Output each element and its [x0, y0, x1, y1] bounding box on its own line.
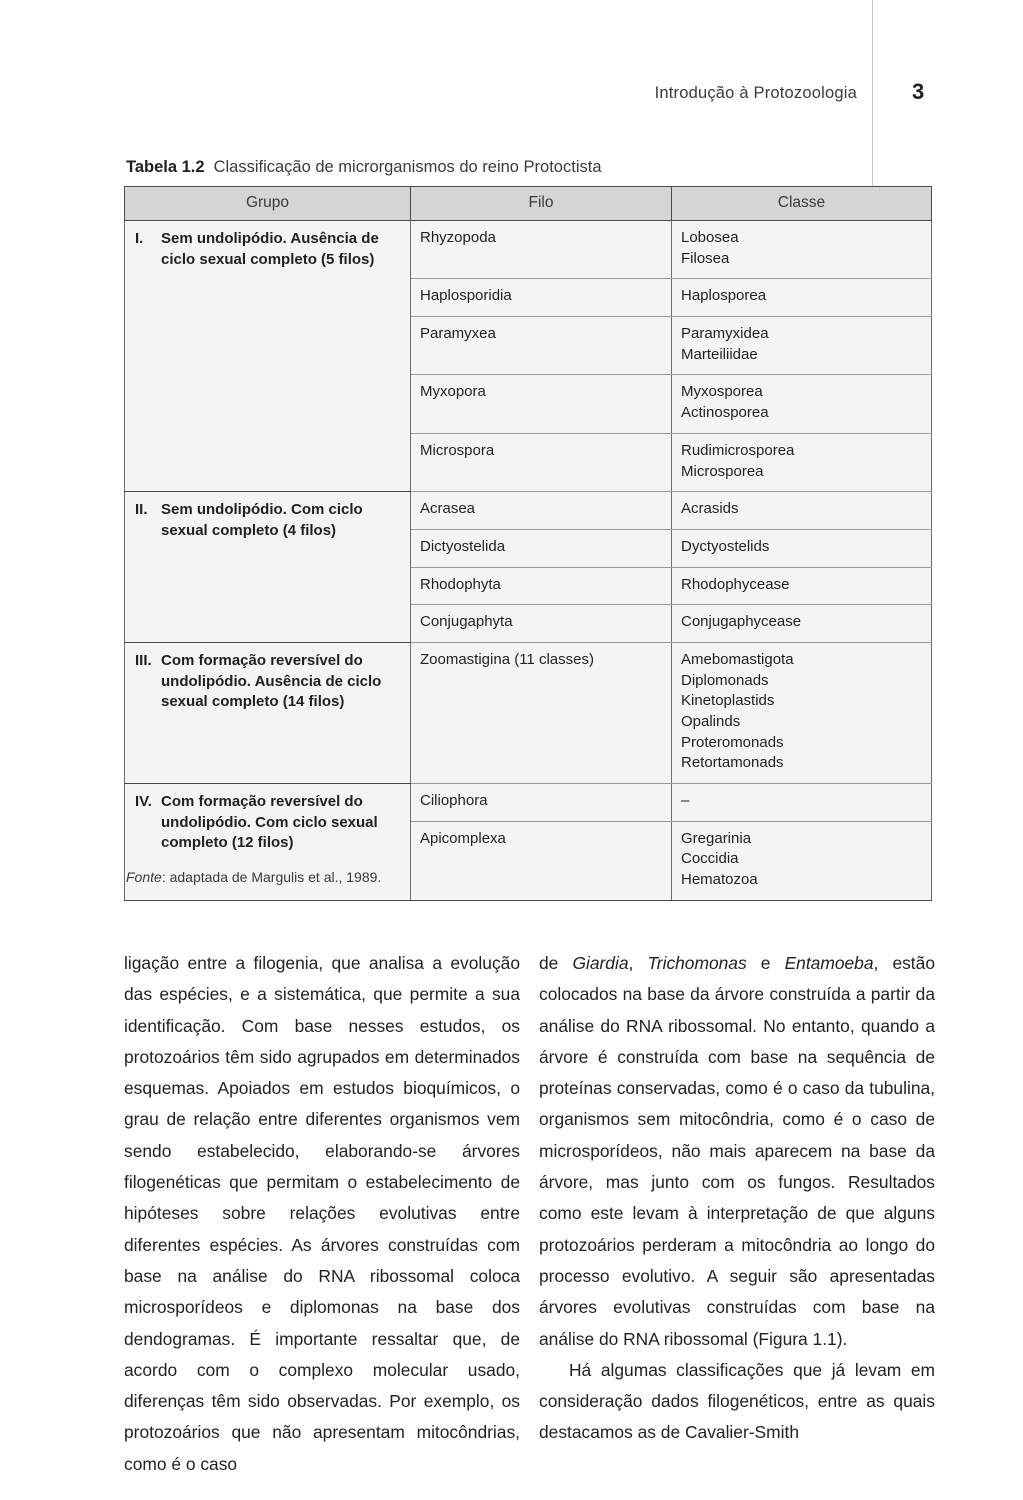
classe-item: Dyctyostelids — [681, 537, 770, 555]
genus-trichomonas: Trichomonas — [647, 953, 747, 973]
classe-item: – — [681, 792, 690, 810]
header-vertical-rule — [872, 0, 873, 199]
classe-item: Retortamonads — [681, 754, 784, 772]
body-column-left — [124, 948, 520, 1480]
classe-cell — [672, 317, 932, 375]
column-header-classe: Classe — [672, 187, 932, 221]
classe-item: Gregarinia — [681, 829, 752, 847]
classe-item: Paramyxidea — [681, 325, 769, 343]
filo-cell: Paramyxea — [411, 317, 672, 375]
filo-cell: Acrasea — [411, 492, 672, 530]
rp1-post: , estão colocados na base da árvore construída a partir da análise do RNA ribossomal. No entanto, quando a árvore é construída com base na sequência de proteínas conservadas, como é o caso da tubulina, organismos sem mitocôndria, como é o caso de microsporídeos, não mais aparecem na base da árvore, mas junto com os fungos. Resultados como este levam à interpretação de que alguns protozoários perderam a mitocôndria ao longo do processo evolutivo. A seguir são apresentadas árvores evolutivas construídas com base na análise do RNA ribossomal (Figura 1.1). — [539, 953, 935, 1349]
classe-item: Haplosporea — [681, 287, 767, 305]
body-text-area — [124, 948, 935, 1474]
group-cell — [125, 642, 411, 783]
classe-cell — [672, 605, 932, 643]
column-header-filo: Filo — [411, 187, 672, 221]
rp1-mid-2: e — [746, 953, 785, 973]
classe-cell — [672, 642, 932, 783]
group-cell — [125, 492, 411, 643]
classe-item: Proteromonads — [681, 733, 784, 751]
table-row — [125, 221, 932, 279]
table-row — [125, 492, 932, 530]
table-caption-label: Tabela 1.2 — [126, 158, 205, 176]
classe-item: Rhodophycease — [681, 575, 790, 593]
classe-item: Lobosea — [681, 229, 739, 246]
right-paragraph-2: Há algumas classificações que já levam em consideração dados filogenéticos, entre as quais destacamos as de Cavalier-Smith — [539, 1359, 935, 1443]
classe-item: Microsporea — [681, 462, 764, 480]
group-roman-numeral: IV. — [135, 793, 152, 811]
group-title: Com formação reversível do undolipódio. Ausência de ciclo sexual completo (14 filos) — [161, 651, 382, 711]
classe-item: Kinetoplastids — [681, 692, 775, 710]
classe-cell — [672, 221, 932, 279]
genus-entamoeba: Entamoeba — [784, 953, 874, 973]
classe-item: Acrasids — [681, 500, 739, 518]
classe-cell — [672, 433, 932, 491]
filo-cell: Microspora — [411, 433, 672, 491]
column-header-grupo: Grupo — [125, 187, 411, 221]
table-row — [125, 784, 932, 822]
running-head-title: Introdução à Protozoologia — [654, 84, 857, 102]
filo-cell: Conjugaphyta — [411, 605, 672, 643]
group-title: Sem undolipódio. Ausência de ciclo sexual completo (5 filos) — [161, 230, 379, 268]
group-roman-numeral: II. — [135, 501, 148, 519]
group-roman-numeral: III. — [135, 651, 152, 669]
classe-cell — [672, 784, 932, 822]
source-note-label: Fonte — [126, 869, 162, 885]
filo-cell: Dictyostelida — [411, 529, 672, 567]
table-body — [125, 221, 932, 901]
classe-item: Conjugaphycease — [681, 613, 802, 631]
table-row — [125, 642, 932, 783]
left-paragraph-1: ligação entre a filogenia, que analisa a evolução das espécies, e a sistemática, que permite a sua identificação. Com base nesses estudos, os protozoários têm sido agrupados em determinados esquemas. Apoiados em estudos bioquímicos, o grau de relação entre diferentes organismos vem sendo estabelecido, elaborando-se árvores filogenéticas que permitam o estabelecimento de hipóteses sobre relações evolutivas entre diferentes espécies. As árvores construídas com base na análise do RNA ribossomal coloca microsporídeos e diplomonas na base dos dendogramas. É importante ressaltar que, de acordo com o complexo molecular usado, diferenças têm sido observadas. Por exemplo, os protozoários que não apresentam mitocôndrias, como é o caso — [124, 953, 520, 1474]
rp1-pre: de — [539, 953, 573, 973]
group-cell — [125, 221, 411, 492]
classe-item: Myxosporea — [681, 383, 763, 401]
classification-table — [124, 186, 932, 901]
genus-giardia: Giardia — [572, 953, 629, 973]
classe-item: Marteiliidae — [681, 345, 758, 363]
rp1-mid-1: , — [628, 953, 648, 973]
classe-item: Hematozoa — [681, 871, 758, 889]
classe-cell — [672, 492, 932, 530]
right-paragraph-1 — [539, 948, 935, 1355]
filo-cell: Myxopora — [411, 375, 672, 433]
table-caption — [126, 158, 602, 177]
filo-cell: Rhodophyta — [411, 567, 672, 605]
page-number: 3 — [912, 79, 925, 104]
filo-cell: Zoomastigina (11 classes) — [411, 642, 672, 783]
classe-item: Opalinds — [681, 713, 741, 730]
table-caption-text: Classificação de microrganismos do reino Protoctista — [213, 158, 602, 176]
source-note-text: : adaptada de Margulis et al., 1989. — [161, 869, 382, 885]
table-source-note — [126, 869, 381, 885]
classe-cell — [672, 529, 932, 567]
classe-item: Rudimicrosporea — [681, 441, 795, 459]
classe-cell — [672, 279, 932, 317]
classe-cell — [672, 821, 932, 900]
classe-cell — [672, 567, 932, 605]
classe-item: Diplomonads — [681, 671, 769, 689]
filo-cell: Apicomplexa — [411, 821, 672, 900]
classe-item: Actinosporea — [681, 404, 769, 422]
group-roman-numeral: I. — [135, 230, 144, 247]
classe-item: Filosea — [681, 249, 730, 267]
classe-item: Coccidia — [681, 850, 739, 868]
table-header-row — [125, 187, 932, 221]
filo-cell: Haplosporidia — [411, 279, 672, 317]
group-title: Sem undolipódio. Com ciclo sexual completo (4 filos) — [161, 501, 363, 539]
classe-item: Amebomastigota — [681, 650, 794, 668]
filo-cell: Rhyzopoda — [411, 221, 672, 279]
page-running-head — [0, 79, 1023, 118]
filo-cell: Ciliophora — [411, 784, 672, 822]
group-title: Com formação reversível do undolipódio. Com ciclo sexual completo (12 filos) — [161, 793, 378, 852]
body-column-right — [539, 948, 935, 1449]
classe-cell — [672, 375, 932, 433]
